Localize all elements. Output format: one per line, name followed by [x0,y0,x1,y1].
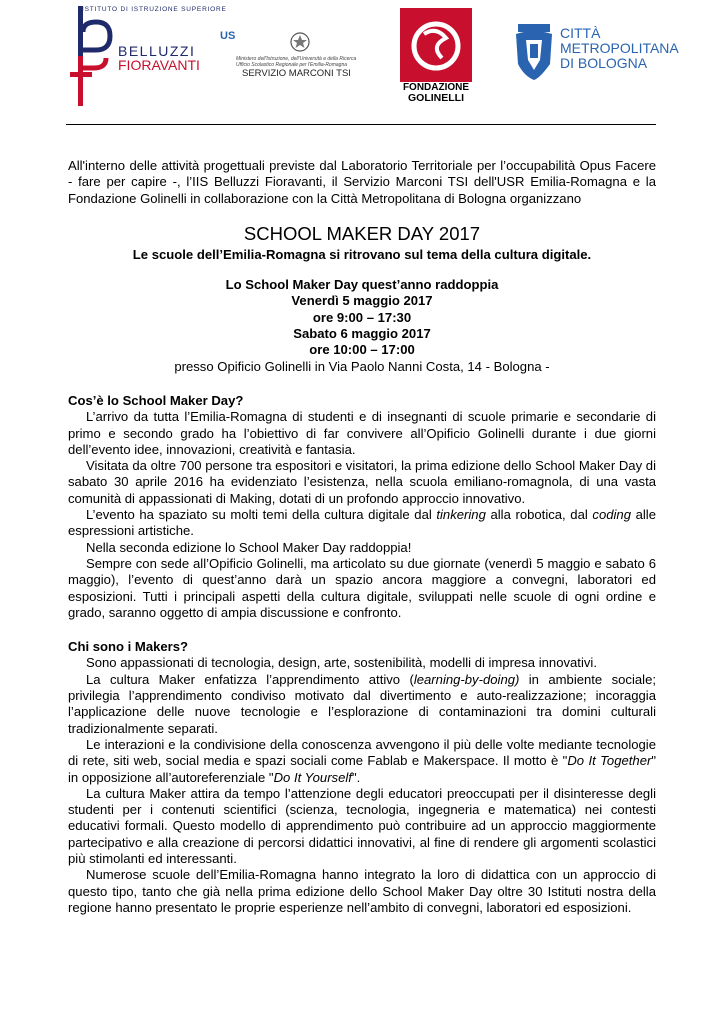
logo-f-arm [83,58,106,68]
logo-f-cross [70,72,92,77]
logo2-small2: Ufficio Scolastico Regionale per l'Emilia-Romagna [236,62,348,68]
intro-paragraph: All'interno delle attività progettuali previste dal Laboratorio Territoriale per l’occupabilità Opus Facere - fare per capire -, l’IIS Belluzzi Fioravanti, il Servizio Marconi TSI dell'USR Emilia-Romagna e la Fondazione Golinelli in collaborazione con la Città Metropolitana di Bologna organizzano [68,158,656,206]
section2-p5: Numerose scuole dell’Emilia-Romagna hanno integrato la loro di didattica con un approccio di questo tipo, tanto che già nella prima edizione dello School Maker Day oltre 30 Istituti nostra della regione hanno presentato le proprie esperienze nell’ambito di convegni, laboratori ed esposizioni. [68,867,656,915]
logo1-top-text: ISTITUTO DI ISTRUZIONE SUPERIORE [82,6,227,13]
golinelli-logo [400,8,472,104]
logo1-line1: BELLUZZI [118,43,196,59]
s2p3-a: Le interazioni e la condivisione della conoscenza avvengono il più delle volte mediante tecnologie di rete, siti web, social media e spazi sociali come Fablab e Makerspace. Il motto è " [68,736,656,769]
header-logos [66,0,679,118]
logo3-line2: GOLINELLI [400,93,472,104]
logo4-line3: DI BOLOGNA [560,55,648,71]
s2p2-b: learning-by-doing) [413,671,520,687]
section1-p2: Visitata da oltre 700 persone tra espositori e visitatori, la prima edizione dello School Maker Day di sabato 30 aprile 2016 ha evidenziato l’esistenza, nella scuola emiliano-romagnola, di una vasta comunità di appassionati di Making, dotati di un profondo approccio innovativo. [68,458,656,506]
s2p2-a: La cultura Maker enfatizza l’apprendimento attivo ( [86,671,414,687]
logo3-line1: FONDAZIONE [400,82,472,93]
section2-title: Chi sono i Makers? [68,639,189,655]
schedule-line1: Lo School Maker Day quest’anno raddoppia [225,277,499,293]
s1p3-a: L’evento ha spaziato su molti temi della cultura digitale dal [86,507,437,523]
section1-p1: L’arrivo da tutta l’Emilia-Romagna di studenti e di insegnanti di scuole primarie e secondarie di primo e secondo grado ha l’obiettivo di far convivere all’Opificio Golinelli durante i due giorni dell’evento idee, innovazioni, creatività e fantasia. [68,409,656,457]
s2p2-c: in ambiente sociale; privilegia l’apprendimento condiviso motivato dal divertimento e auto-realizzazione; incoraggia l’applicazione delle nuove tecnologie e l’esplorazione di contaminazioni tra domini culturali tradizionalmente separati. [68,671,656,736]
s2p3-e: ". [351,769,361,785]
golinelli-g-icon [400,12,472,84]
section2-p2 [68,672,656,737]
section2-p1: Sono appassionati di tecnologia, design, arte, sostenibilità, modelli di impresa innovativi. [86,655,597,671]
schedule-line3: ore 9:00 – 17:30 [312,309,412,325]
logo4-line1: CITTÀ [560,25,601,41]
s2p3-b: Do It Together [567,753,652,769]
schedule-line4: Sabato 6 maggio 2017 [293,326,431,342]
schedule-line2: Venerdì 5 maggio 2017 [291,293,433,309]
emblem-icon [288,30,312,54]
section1-p4: Nella seconda edizione lo School Maker Day raddoppia! [86,539,412,555]
document-subtitle: Le scuole dell’Emilia-Romagna si ritrovano sul tema della cultura digitale. [132,246,592,262]
logo4-line2: METROPOLITANA [560,40,679,56]
citta-metropolitana-icon [510,20,558,82]
section2-p4: La cultura Maker attira da tempo l’attenzione degli educatori preoccupati per il disinteresse degli studenti per i contenuti scientifici (scienza, tecnologia, ingegneria e matematica) nei contesti educativi formali. Questo modello di apprendimento può contribuire ad un approccio maggiormente partecipativo e alla creazione di percorsi didattici innovativi, al fine di rendere gli argomenti scolastici più stimolanti ed interessanti. [68,785,656,866]
s1p3-e: alle espressioni artistiche. [68,507,656,539]
section1-p5: Sempre con sede all’Opificio Golinelli, ma articolato su due giornate (venerdì 5 maggio e sabato 6 maggio), l’evento di quest’anno darà un spazio ancora maggiore a convegni, laboratori ed esposizioni. Tutti i principali aspetti della cultura digitale, sviluppati nelle scuole di ogni ordine e grado, saranno oggetto di ampia discussione e confronto. [68,555,656,620]
s1p3-c: alla robotica, dal [485,507,593,523]
s1p3-b: tinkering [436,507,486,523]
document-body [68,158,656,916]
schedule-place: presso Opificio Golinelli in Via Paolo Nanni Costa, 14 - Bologna - [174,358,550,374]
logo-bar-red [78,56,83,106]
section1-title: Cos’è lo School Maker Day? [68,392,244,408]
logo-b-bowl [83,22,110,50]
s2p3-d: Do It Yourself [273,769,352,785]
section2-p3 [68,737,656,786]
schedule-line5: ore 10:00 – 17:00 [309,342,415,358]
header-divider [66,124,656,125]
logo2-tag: US [220,30,236,42]
document-title: SCHOOL MAKER DAY 2017 [243,222,481,244]
s1p3-d: coding [592,507,631,523]
section1-p3 [68,507,656,540]
logo2-small1: Ministero dell'Istruzione, dell'Università e della Ricerca [236,56,357,62]
s2p3-c: " in opposizione all’autoreferenziale " [68,753,656,785]
logo2-label: SERVIZIO MARCONI TSI [242,68,351,79]
logo1-line2: FIORAVANTI [118,57,200,73]
